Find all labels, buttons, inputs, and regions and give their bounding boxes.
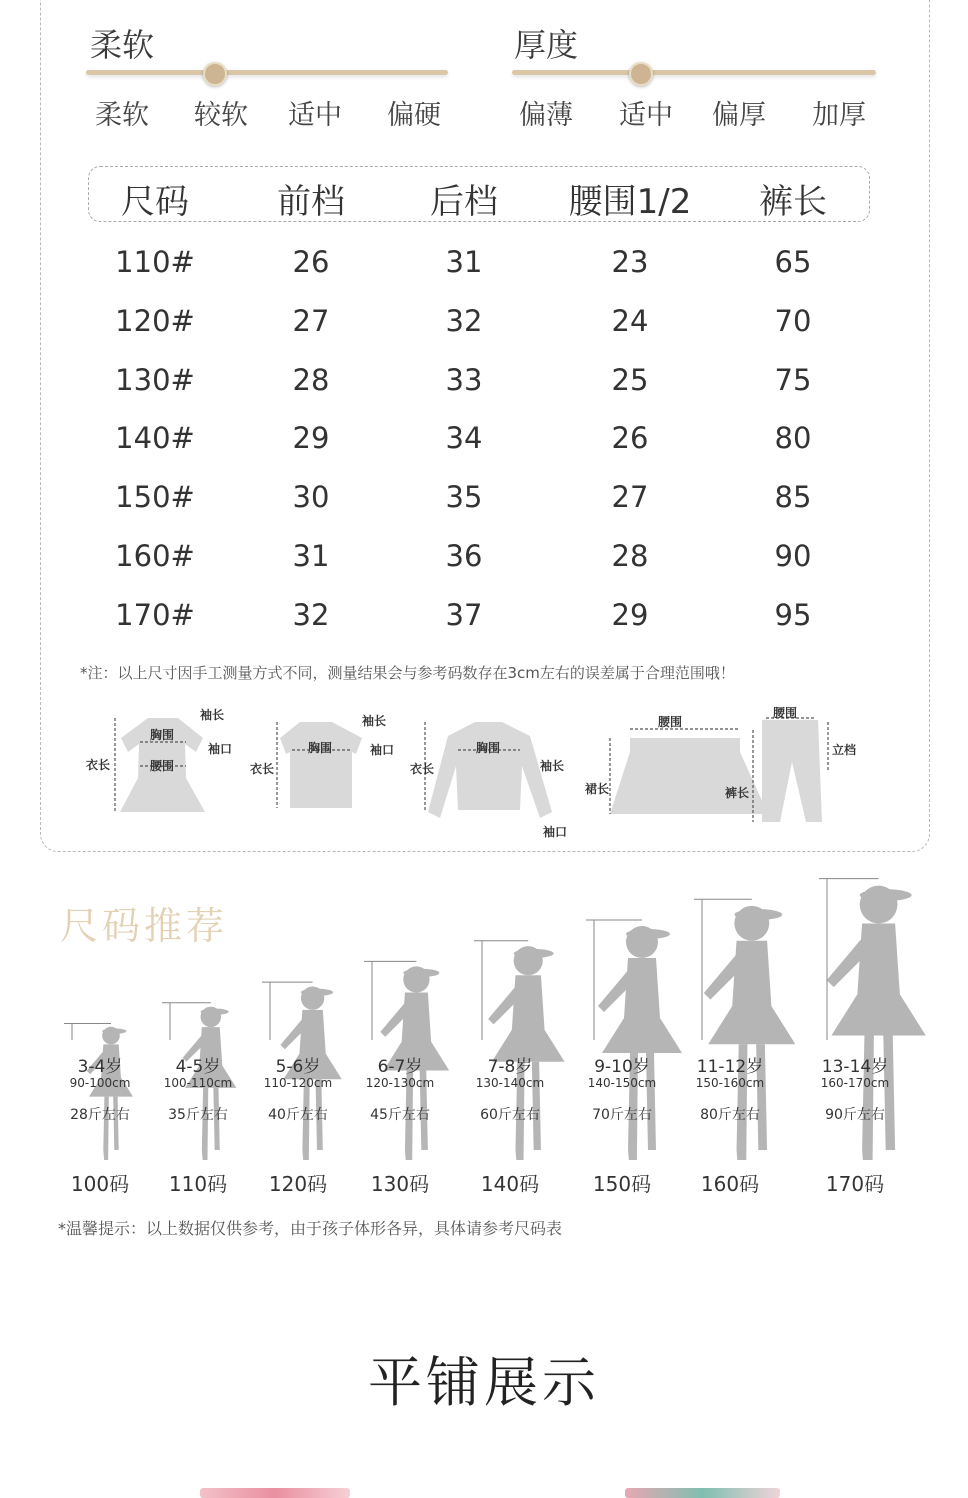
dress-chest-label: 胸围	[150, 728, 175, 742]
cell-front-rise: 29	[292, 421, 330, 456]
dress-cuff-label: 袖口	[208, 742, 233, 756]
recommend-height-label: 100-110cm	[163, 1076, 233, 1090]
cell-back-rise: 36	[445, 539, 483, 573]
cell-size: 140#	[115, 421, 195, 456]
silhouette-body	[602, 958, 682, 1053]
silhouette-hat	[102, 1028, 126, 1034]
cell-back-rise: 34	[445, 421, 483, 456]
size-recommend-title: 尺码推荐	[60, 904, 229, 948]
measurement-note: *注：以上尺寸因手工测量方式不同，测量结果会与参考码数存在3cm左右的误差属于合理范围哦！	[80, 664, 735, 682]
cell-size: 170#	[115, 597, 195, 632]
silhouette-body	[831, 923, 925, 1035]
recommend-age-label: 9-10岁	[594, 1057, 650, 1077]
cell-half-waist: 24	[611, 303, 649, 338]
sweater-sleeve-label: 袖长	[540, 759, 565, 773]
recommend-size-label: 170码	[825, 1172, 885, 1196]
cell-front-rise: 32	[292, 597, 330, 632]
recommend-age-label: 6-7岁	[377, 1057, 423, 1077]
recommend-weight-label: 45斤左右	[370, 1107, 430, 1123]
recommend-size-label: 140码	[480, 1172, 540, 1196]
recommend-weight-label: 35斤左右	[168, 1107, 228, 1123]
recommend-weight-label: 60斤左右	[480, 1107, 540, 1123]
cell-half-waist: 29	[611, 597, 649, 632]
sweater-cuff-label: 袖口	[543, 825, 568, 839]
tshirt-cuff-label: 袖口	[370, 743, 395, 757]
col-header-size: 尺码	[121, 182, 189, 222]
recommend-age-label: 13-14岁	[821, 1057, 889, 1077]
cell-size: 120#	[115, 303, 195, 338]
recommend-size-label: 120码	[268, 1172, 328, 1196]
sweater-chest-label: 胸围	[476, 741, 501, 755]
recommend-height-label: 110-120cm	[263, 1076, 333, 1090]
recommend-age-label: 5-6岁	[275, 1057, 321, 1077]
sweater-length-label: 衣长	[410, 762, 435, 776]
cell-back-rise: 35	[445, 480, 483, 515]
cell-half-waist: 25	[611, 362, 649, 397]
cell-pants-length: 80	[774, 421, 812, 456]
cell-back-rise: 37	[445, 597, 483, 632]
pants-waist-label: 腰围	[773, 706, 798, 720]
recommend-height-label: 120-130cm	[365, 1076, 435, 1090]
softness-option: 偏硬	[387, 100, 441, 131]
silhouette-hat	[403, 969, 439, 977]
silhouette-hat	[734, 909, 782, 920]
recommend-age-label: 7-8岁	[487, 1057, 533, 1077]
pants-length-label: 裤长	[725, 786, 750, 800]
flat-display-title: 平铺展示	[368, 1351, 600, 1414]
tshirt-sleeve-label: 袖长	[362, 714, 387, 728]
cell-half-waist: 27	[611, 480, 649, 515]
cell-front-rise: 26	[292, 245, 330, 279]
silhouette-hat	[626, 929, 670, 939]
cell-back-rise: 32	[445, 303, 483, 338]
recommend-size-label: 160码	[700, 1172, 760, 1196]
cell-pants-length: 65	[774, 245, 812, 279]
thickness-option: 偏厚	[712, 100, 766, 131]
cell-size: 160#	[115, 539, 195, 573]
silhouette-body	[492, 975, 565, 1061]
recommend-age-label: 4-5岁	[175, 1057, 221, 1077]
col-header-front-rise: 前档	[277, 182, 345, 222]
child-silhouette	[87, 1027, 133, 1160]
cell-back-rise: 33	[445, 362, 483, 397]
recommend-height-label: 90-100cm	[69, 1076, 131, 1090]
cell-half-waist: 23	[611, 245, 649, 279]
thickness-title: 厚度	[514, 26, 579, 64]
tshirt-chest-label: 胸围	[308, 741, 333, 755]
cell-pants-length: 70	[774, 303, 812, 338]
softness-title: 柔软	[90, 26, 155, 64]
skirt-waist-label: 腰围	[658, 715, 683, 729]
recommend-height-label: 160-170cm	[820, 1076, 890, 1090]
silhouette-hat	[514, 949, 554, 958]
flat-image-preview-right	[625, 1488, 780, 1498]
softness-option: 柔软	[95, 100, 149, 131]
cell-front-rise: 31	[292, 539, 330, 573]
recommend-height-label: 140-150cm	[587, 1076, 657, 1090]
cell-back-rise: 31	[445, 245, 483, 279]
skirt-length-label: 裙长	[585, 782, 610, 796]
recommend-height-label: 130-140cm	[475, 1076, 545, 1090]
col-header-back-rise: 后档	[430, 182, 498, 222]
recommend-weight-label: 28斤左右	[70, 1107, 130, 1123]
recommend-size-label: 130码	[370, 1172, 430, 1196]
silhouette-hat	[860, 889, 912, 901]
recommend-size-label: 150码	[592, 1172, 652, 1196]
recommend-size-label: 110码	[168, 1172, 228, 1196]
cell-size: 130#	[115, 362, 195, 397]
cell-front-rise: 30	[292, 480, 330, 515]
thickness-option: 偏薄	[519, 100, 573, 131]
recommend-weight-label: 90斤左右	[825, 1107, 885, 1123]
thickness-option: 适中	[619, 100, 673, 131]
col-header-half-waist: 腰围1/2	[568, 182, 692, 222]
pants-rise-label: 立档	[832, 743, 857, 757]
cell-front-rise: 27	[292, 303, 330, 338]
thickness-option: 加厚	[812, 100, 866, 131]
silhouette-body	[708, 941, 795, 1045]
recommend-size-label: 100码	[70, 1172, 130, 1196]
cell-pants-length: 90	[774, 539, 812, 573]
softness-option: 适中	[288, 100, 342, 131]
recommend-height-label: 150-160cm	[695, 1076, 765, 1090]
flat-image-preview-left	[200, 1488, 350, 1498]
recommend-age-label: 11-12岁	[696, 1057, 764, 1077]
silhouette-hat	[301, 989, 333, 996]
silhouette-hat	[201, 1009, 229, 1015]
cell-pants-length: 85	[774, 480, 812, 515]
cell-half-waist: 26	[611, 421, 649, 456]
recommend-weight-label: 40斤左右	[268, 1107, 328, 1123]
dress-sleeve-label: 袖长	[200, 708, 225, 722]
tshirt-length-label: 衣长	[250, 762, 275, 776]
cell-size: 110#	[115, 245, 195, 279]
recommend-weight-label: 70斤左右	[592, 1107, 652, 1123]
cell-front-rise: 28	[292, 362, 330, 397]
cell-pants-length: 75	[774, 362, 812, 397]
dress-length-label: 衣长	[86, 758, 111, 772]
dress-waist-label: 腰围	[150, 759, 175, 773]
cell-size: 150#	[115, 480, 195, 515]
col-header-pants-length: 裤长	[759, 182, 827, 222]
cell-pants-length: 95	[774, 597, 812, 632]
softness-option: 较软	[194, 100, 248, 131]
cell-half-waist: 28	[611, 539, 649, 573]
recommend-weight-label: 80斤左右	[700, 1107, 760, 1123]
size-tip: *温馨提示：以上数据仅供参考，由于孩子体形各异，具体请参考尺码表	[58, 1219, 563, 1238]
child-silhouette	[598, 926, 682, 1160]
recommend-age-label: 3-4岁	[77, 1057, 123, 1077]
